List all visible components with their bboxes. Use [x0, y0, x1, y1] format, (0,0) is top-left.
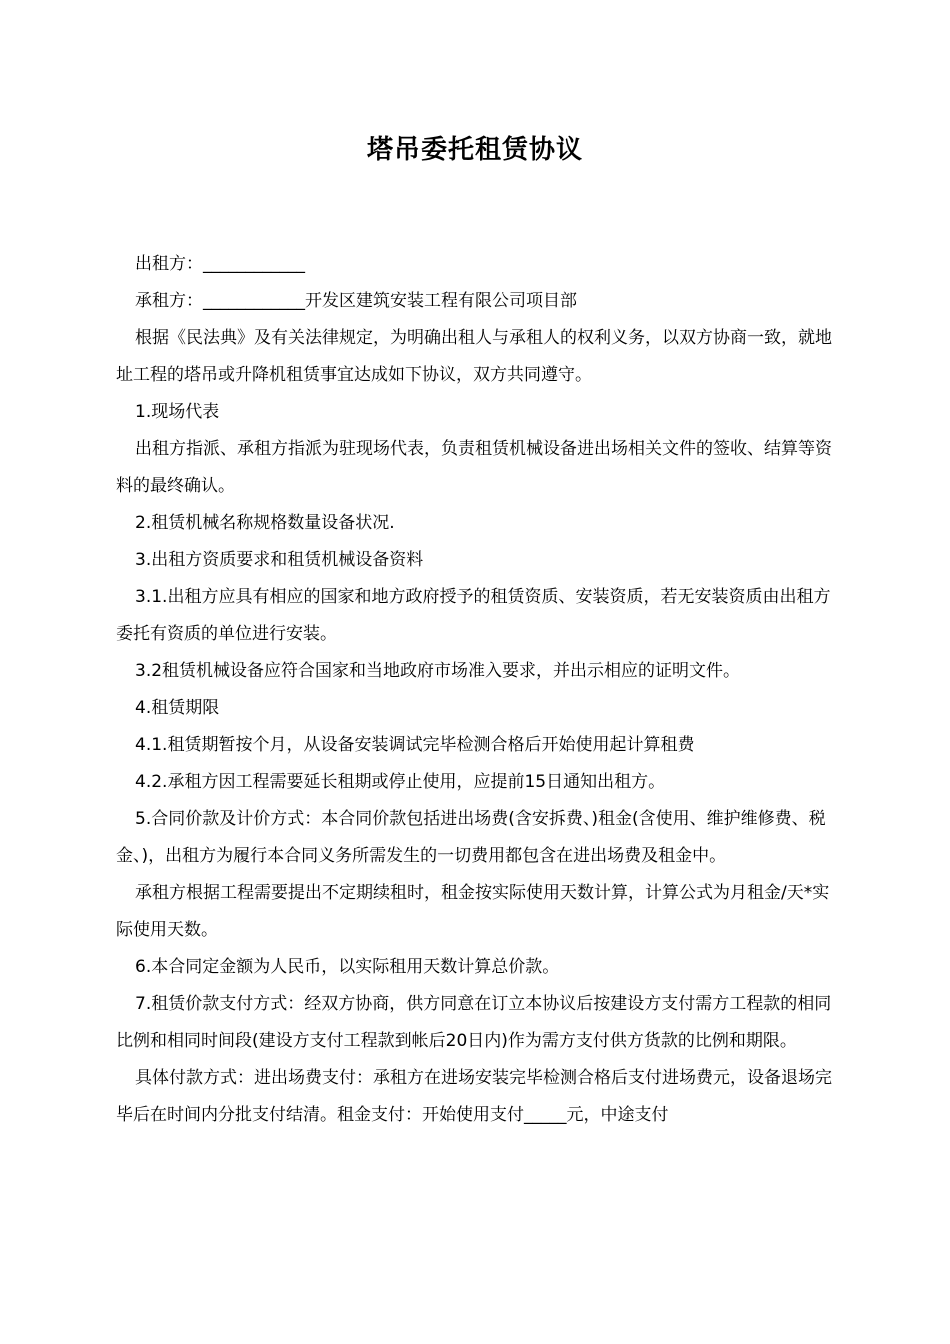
clause-paragraph: 4.1.租赁期暂按个月，从设备安装调试完毕检测合格后开始使用起计算租费: [135, 735, 695, 755]
clause-paragraph: 3.2租赁机械设备应符合国家和当地政府市场准入要求，并出示相应的证明文件。: [135, 661, 741, 681]
clause-paragraph: 4.2.承租方因工程需要延长租期或停止使用，应提前15日通知出租方。: [135, 772, 666, 792]
clause-paragraph: 3.1.出租方应具有相应的国家和地方政府授予的租赁资质、安装资质，若无安装资质由出租方委托有资质的单位进行安装。: [116, 587, 831, 644]
lessee-line: 承租方：____________开发区建筑安装工程有限公司项目部: [135, 291, 577, 311]
clause-paragraph: 6.本合同定金额为人民币，以实际租用天数计算总价款。: [135, 957, 560, 977]
clause-paragraph: 承租方根据工程需要提出不定期续租时，租金按实际使用天数计算，计算公式为月租金/天*实际使用天数。: [116, 883, 830, 940]
clause-paragraph: 5.合同价款及计价方式：本合同价款包括进出场费(含安拆费、)租金(含使用、维护维修费、税金、)，出租方为履行本合同义务所需发生的一切费用都包含在进出场费及租金中。: [116, 809, 826, 866]
clause-paragraph: 出租方指派、承租方指派为驻现场代表，负责租赁机械设备进出场相关文件的签收、结算等资料的最终确认。: [116, 439, 832, 496]
section-heading: 1.现场代表: [135, 402, 220, 422]
clause-paragraph: 7.租赁价款支付方式：经双方协商，供方同意在订立本协议后按建设方支付需方工程款的相同比例和相同时间段(建设方支付工程款到帐后20日内)作为需方支付供方货款的比例和期限。: [116, 994, 832, 1051]
section-heading: 4.租赁期限: [135, 698, 220, 718]
preamble-paragraph: 根据《民法典》及有关法律规定，为明确出租人与承租人的权利义务，以双方协商一致，就地址工程的塔吊或升降机租赁事宜达成如下协议，双方共同遵守。: [116, 328, 832, 385]
lessor-line: 出租方：____________: [135, 254, 305, 274]
section-heading: 3.出租方资质要求和租赁机械设备资料: [135, 550, 424, 570]
document-body: [116, 246, 846, 1134]
document-title: 塔吊委托租赁协议: [366, 135, 583, 165]
section-heading: 2.租赁机械名称规格数量设备状况.: [135, 513, 395, 533]
clause-paragraph: 具体付款方式：进出场费支付：承租方在进场安装完毕检测合格后支付进场费元，设备退场完毕后在时间内分批支付结清。租金支付：开始使用支付_____元，中途支付: [116, 1068, 832, 1125]
